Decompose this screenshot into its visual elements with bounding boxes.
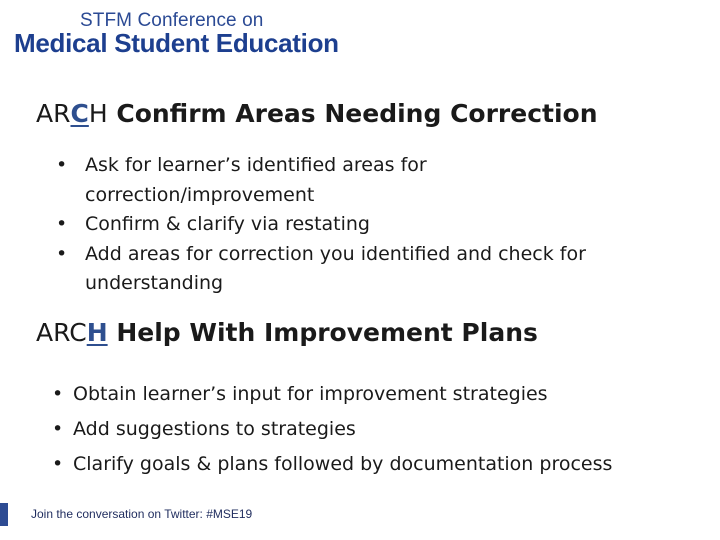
bullet-icon: • [56,154,68,176]
bullet-text: Obtain learner’s input for improvement strategies [73,383,548,405]
section-1-heading [36,99,598,128]
bullet-text: Clarify goals & plans followed by documentation process [73,453,613,475]
bullet-icon: • [52,383,64,405]
heading-2-prefix: ARC [36,318,87,347]
list-item [56,240,616,299]
list-item [56,151,616,210]
bullet-icon: • [52,418,64,440]
list-item [52,377,612,412]
bullet-text: Ask for learner’s identified areas for correction/improvement [85,154,427,206]
list-item [56,210,616,240]
list-item [52,447,612,482]
section-2-heading [36,318,538,347]
heading-2-title: Help With Improvement Plans [107,318,538,347]
bullet-text: Add suggestions to strategies [73,418,356,440]
section-2-bullet-list [52,377,612,482]
logo-line-1: STFM Conference on [80,10,264,31]
heading-1-suffix: H [88,99,108,128]
bullet-icon: • [52,453,64,475]
list-item [52,412,612,447]
heading-1-prefix: AR [36,99,71,128]
logo-line-2: Medical Student Education [14,28,339,58]
footer-twitter-text: Join the conversation on Twitter: #MSE19 [31,507,253,521]
heading-1-title: Confirm Areas Needing Correction [107,99,598,128]
footer-accent-bar [0,503,8,526]
section-1-bullet-list [56,151,616,299]
bullet-icon: • [56,242,68,265]
bullet-text: Confirm & clarify via restating [85,213,370,235]
bullet-text: Add areas for correction you identified and check for understanding [85,242,586,294]
heading-2-accent-letter: H [86,318,108,347]
bullet-icon: • [56,213,68,235]
heading-1-accent-letter: C [70,99,89,128]
